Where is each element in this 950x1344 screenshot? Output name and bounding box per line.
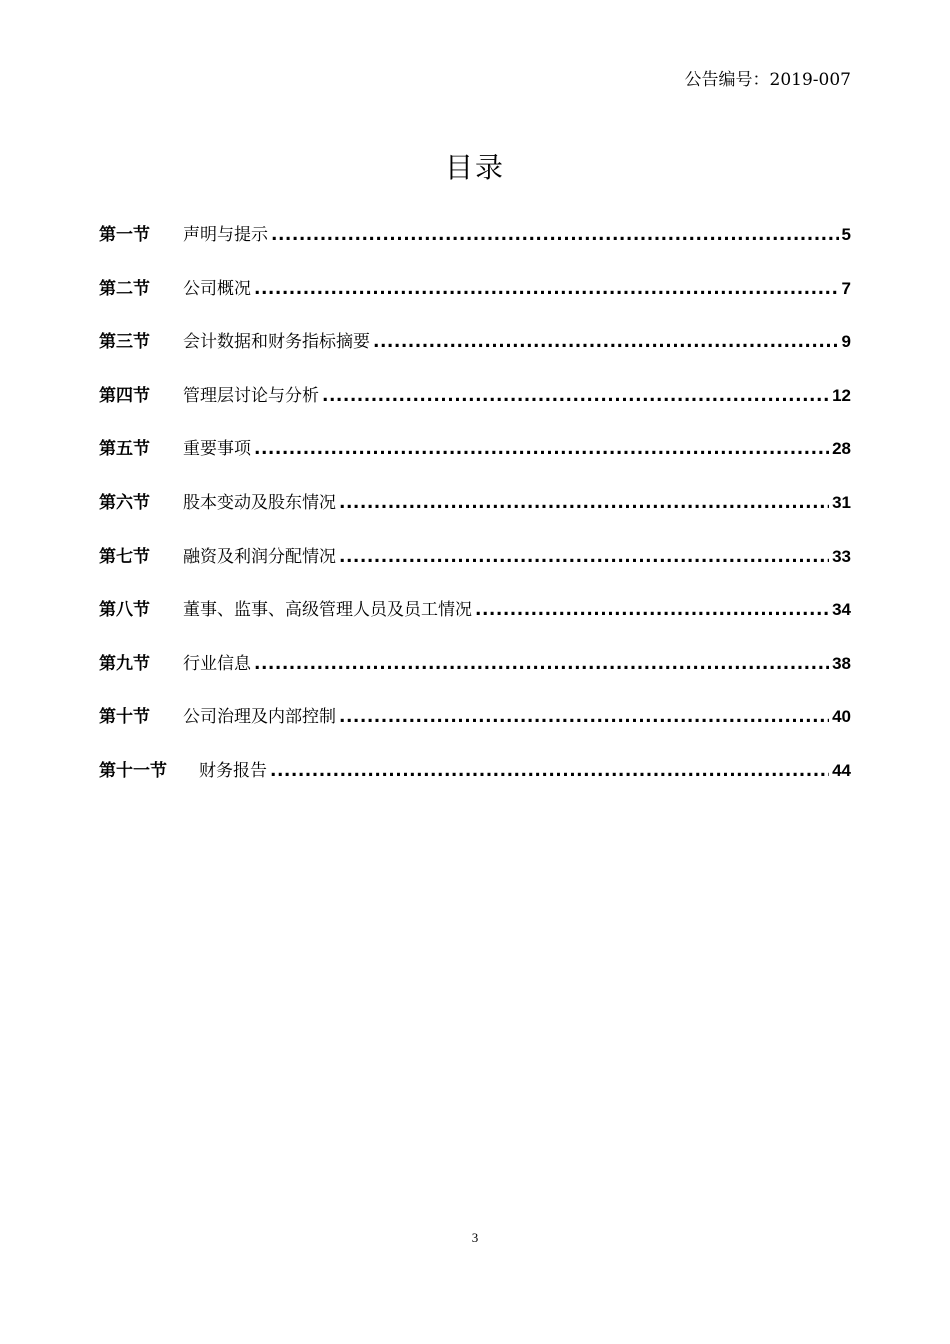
toc-entry-6[interactable]: [99, 489, 851, 543]
toc-heading: 声明与提示: [183, 225, 268, 245]
toc-entry-1[interactable]: [99, 221, 851, 275]
toc-heading: 融资及利润分配情况: [183, 546, 336, 567]
toc-section-label: 第九节: [99, 653, 150, 674]
page-title: 目录: [444, 151, 505, 184]
toc-leader-dots: [254, 275, 839, 303]
toc-page-number: 44: [832, 760, 851, 780]
toc-heading: 重要事项: [183, 439, 251, 460]
toc-leader-dots: [339, 489, 829, 517]
toc-entry-4[interactable]: [99, 382, 851, 436]
toc-leader-dots: [339, 543, 829, 571]
toc-leader-dots: [271, 221, 839, 249]
toc-heading: 公司治理及内部控制: [183, 707, 336, 728]
toc-section-label: 第八节: [99, 600, 150, 621]
page-number: 3: [471, 1230, 479, 1245]
toc-heading: 董事、监事、高级管理人员及员工情况: [183, 600, 472, 621]
toc-page-number: 33: [832, 546, 851, 566]
toc-page-number: 34: [832, 600, 851, 620]
toc-leader-dots: [254, 435, 829, 463]
toc-entry-9[interactable]: [99, 650, 851, 704]
toc-heading: 管理层讨论与分析: [183, 385, 319, 406]
toc-heading: 会计数据和财务指标摘要: [183, 332, 370, 353]
toc-page-number: 12: [832, 385, 851, 405]
toc-section-label: 第十节: [99, 707, 150, 728]
toc-leader-dots: [322, 382, 829, 410]
toc-leader-dots: [270, 757, 829, 785]
toc-page-number: 5: [841, 225, 851, 244]
toc-entry-11[interactable]: [99, 757, 851, 811]
toc-heading: 股本变动及股东情况: [183, 492, 336, 513]
toc-page-number: 38: [832, 653, 851, 673]
toc-entry-3[interactable]: [99, 328, 851, 382]
toc-entry-8[interactable]: [99, 596, 851, 650]
toc-entry-5[interactable]: [99, 435, 851, 489]
toc-section-label: 第十一节: [99, 760, 167, 781]
toc-page-number: 9: [841, 332, 851, 352]
toc-heading: 行业信息: [183, 653, 251, 674]
toc-section-label: 第五节: [99, 439, 150, 460]
toc-heading: 财务报告: [199, 760, 267, 781]
toc-entry-10[interactable]: [99, 703, 851, 757]
toc-entry-2[interactable]: [99, 275, 851, 329]
toc-section-label: 第二节: [99, 278, 150, 299]
toc-entry-7[interactable]: [99, 543, 851, 597]
toc-section-label: 第六节: [99, 492, 150, 513]
table-of-contents: [99, 221, 851, 811]
toc-section-label: 第一节: [99, 225, 150, 245]
toc-section-label: 第七节: [99, 546, 150, 567]
toc-page-number: 28: [832, 439, 851, 459]
toc-section-label: 第三节: [99, 332, 150, 353]
toc-leader-dots: [475, 596, 829, 624]
toc-page-number: 40: [832, 707, 851, 727]
announcement-number: 公告编号：2019-007: [684, 70, 851, 90]
toc-leader-dots: [373, 328, 839, 356]
toc-leader-dots: [254, 650, 829, 678]
toc-leader-dots: [339, 703, 829, 731]
toc-page-number: 7: [841, 278, 851, 298]
toc-heading: 公司概况: [183, 278, 251, 299]
toc-section-label: 第四节: [99, 385, 150, 406]
toc-page-number: 31: [832, 492, 851, 512]
